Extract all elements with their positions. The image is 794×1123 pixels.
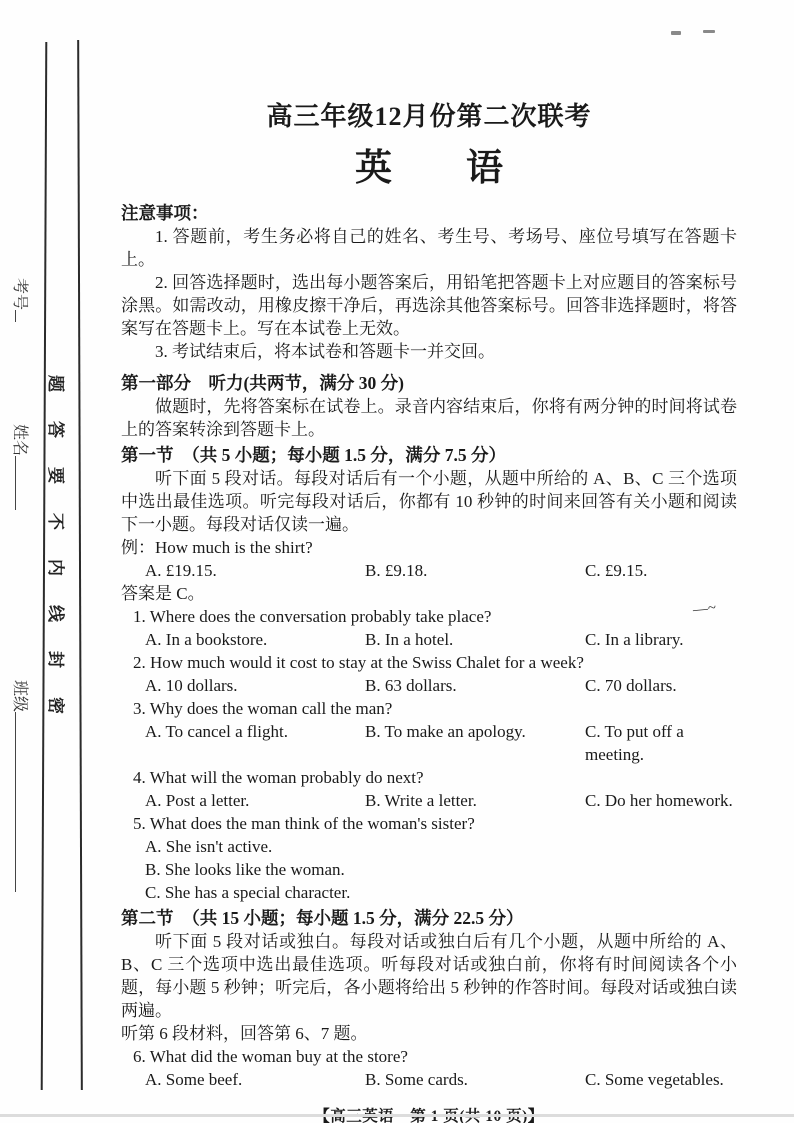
question-1-options bbox=[121, 628, 737, 651]
field-exam-number bbox=[10, 278, 33, 322]
scan-smudge-mark bbox=[703, 30, 715, 33]
question-5-option-b: B. She looks like the woman. bbox=[145, 860, 345, 879]
example-options-row bbox=[121, 559, 737, 582]
question-5-options bbox=[121, 835, 737, 904]
notice-heading: 注意事项： bbox=[121, 203, 209, 223]
question-3-option-a: A. To cancel a flight. bbox=[145, 722, 288, 741]
field-class-label: 班级 bbox=[11, 680, 28, 713]
question-6-option-a: A. Some beef. bbox=[145, 1070, 243, 1089]
example-stem: 例：How much is the shirt? bbox=[121, 538, 313, 557]
scan-smudge-mark bbox=[671, 31, 681, 35]
scan-bottom-edge bbox=[0, 1114, 794, 1117]
question-1-option-b: B. In a hotel. bbox=[365, 630, 454, 649]
question-1-option-a: A. In a bookstore. bbox=[145, 630, 268, 649]
example-option-c: C. £9.15. bbox=[585, 561, 648, 580]
field-class bbox=[10, 680, 33, 892]
section1-heading: 第一节 （共 5 小题；每小题 1.5 分，满分 7.5 分） bbox=[121, 445, 506, 465]
field-name-label: 姓名 bbox=[11, 424, 28, 457]
section1-instructions: 听下面 5 段对话。每段对话后有一个小题，从题中所给的 A、B、C 三个选项中选出最佳选项。听完每段对话后，你都有 10 秒钟的时间来回答有关小题和阅读下一小题。每段对话仅读一遍。 bbox=[121, 469, 737, 534]
question-1-stem: 1. Where does the conversation probably take place? bbox=[133, 607, 492, 626]
part1-intro: 做题时，先将答案标在试卷上。录音内容结束后，你将有两分钟的时间将试卷上的答案转涂到答题卡上。 bbox=[121, 397, 737, 439]
question-3-option-c: C. To put off a meeting. bbox=[585, 722, 684, 764]
question-2-options bbox=[121, 674, 737, 697]
seal-text: 题答要不内线封密 bbox=[46, 375, 65, 743]
question-5-option-c: C. She has a special character. bbox=[145, 883, 351, 902]
question-4-option-c: C. Do her homework. bbox=[585, 791, 733, 810]
field-exam-number-label: 考号 bbox=[11, 278, 28, 311]
class-blank bbox=[15, 712, 31, 892]
question-4-options bbox=[121, 789, 737, 812]
section2-heading: 第二节 （共 15 小题；每小题 1.5 分，满分 22.5 分） bbox=[121, 908, 524, 928]
notice-item-2: 2. 回答选择题时，选出每小题答案后，用铅笔把答题卡上对应题目的答案标号涂黑。如需改动，用橡皮擦干净后，再选涂其他答案标号。回答非选择题时，将答案写在答题卡上。写在本试卷上无效。 bbox=[121, 273, 737, 338]
subject-title: 英 语 bbox=[355, 148, 503, 189]
question-4-stem: 4. What will the woman probably do next? bbox=[133, 768, 424, 787]
question-6-options bbox=[121, 1068, 737, 1091]
example-answer-note: 答案是 C。 bbox=[121, 584, 205, 603]
section2-material-note: 听第 6 段材料，回答第 6、7 题。 bbox=[121, 1024, 368, 1043]
question-3-option-b: B. To make an apology. bbox=[365, 722, 526, 741]
question-5-stem: 5. What does the man think of the woman's sister? bbox=[133, 814, 475, 833]
seal-line-right bbox=[77, 40, 83, 1090]
main-content bbox=[121, 92, 737, 1123]
section2-instructions: 听下面 5 段对话或独白。每段对话或独白后有几个小题，从题中所给的 A、B、C 三个选项中选出最佳选项。听每段对话或独白前，你将有时间阅读各个小题，每小题 5 秒钟；听完后，各小题将给出 5 秒钟的作答时间。每段对话或独白读两遍。 bbox=[121, 932, 737, 1020]
question-6-stem: 6. What did the woman buy at the store? bbox=[133, 1047, 408, 1066]
exam-title: 高三年级12月份第二次联考 bbox=[266, 102, 592, 131]
question-6-option-b: B. Some cards. bbox=[365, 1070, 468, 1089]
question-2-option-b: B. 63 dollars. bbox=[365, 676, 457, 695]
question-5-option-a: A. She isn't active. bbox=[145, 837, 273, 856]
name-blank bbox=[15, 456, 31, 510]
question-6-option-c: C. Some vegetables. bbox=[585, 1070, 724, 1089]
example-option-b: B. £9.18. bbox=[365, 561, 428, 580]
example-option-a: A. £19.15. bbox=[145, 561, 217, 580]
question-2-option-c: C. 70 dollars. bbox=[585, 676, 677, 695]
exam-number-blank bbox=[15, 310, 31, 322]
question-4-option-b: B. Write a letter. bbox=[365, 791, 477, 810]
question-3-stem: 3. Why does the woman call the man? bbox=[133, 699, 393, 718]
question-4-option-a: A. Post a letter. bbox=[145, 791, 250, 810]
notice-item-1: 1. 答题前，考生务必将自己的姓名、考生号、考场号、座位号填写在答题卡上。 bbox=[121, 227, 737, 269]
notice-item-3: 3. 考试结束后，将本试卷和答题卡一并交回。 bbox=[155, 342, 495, 361]
question-2-option-a: A. 10 dollars. bbox=[145, 676, 238, 695]
part1-heading: 第一部分 听力(共两节，满分 30 分) bbox=[121, 373, 404, 393]
pen-mark: —~ bbox=[692, 599, 717, 619]
question-3-options bbox=[121, 720, 737, 766]
question-1-option-c: C. In a library. bbox=[585, 630, 684, 649]
field-name bbox=[10, 424, 33, 510]
question-2-stem: 2. How much would it cost to stay at the Swiss Chalet for a week? bbox=[133, 653, 584, 672]
